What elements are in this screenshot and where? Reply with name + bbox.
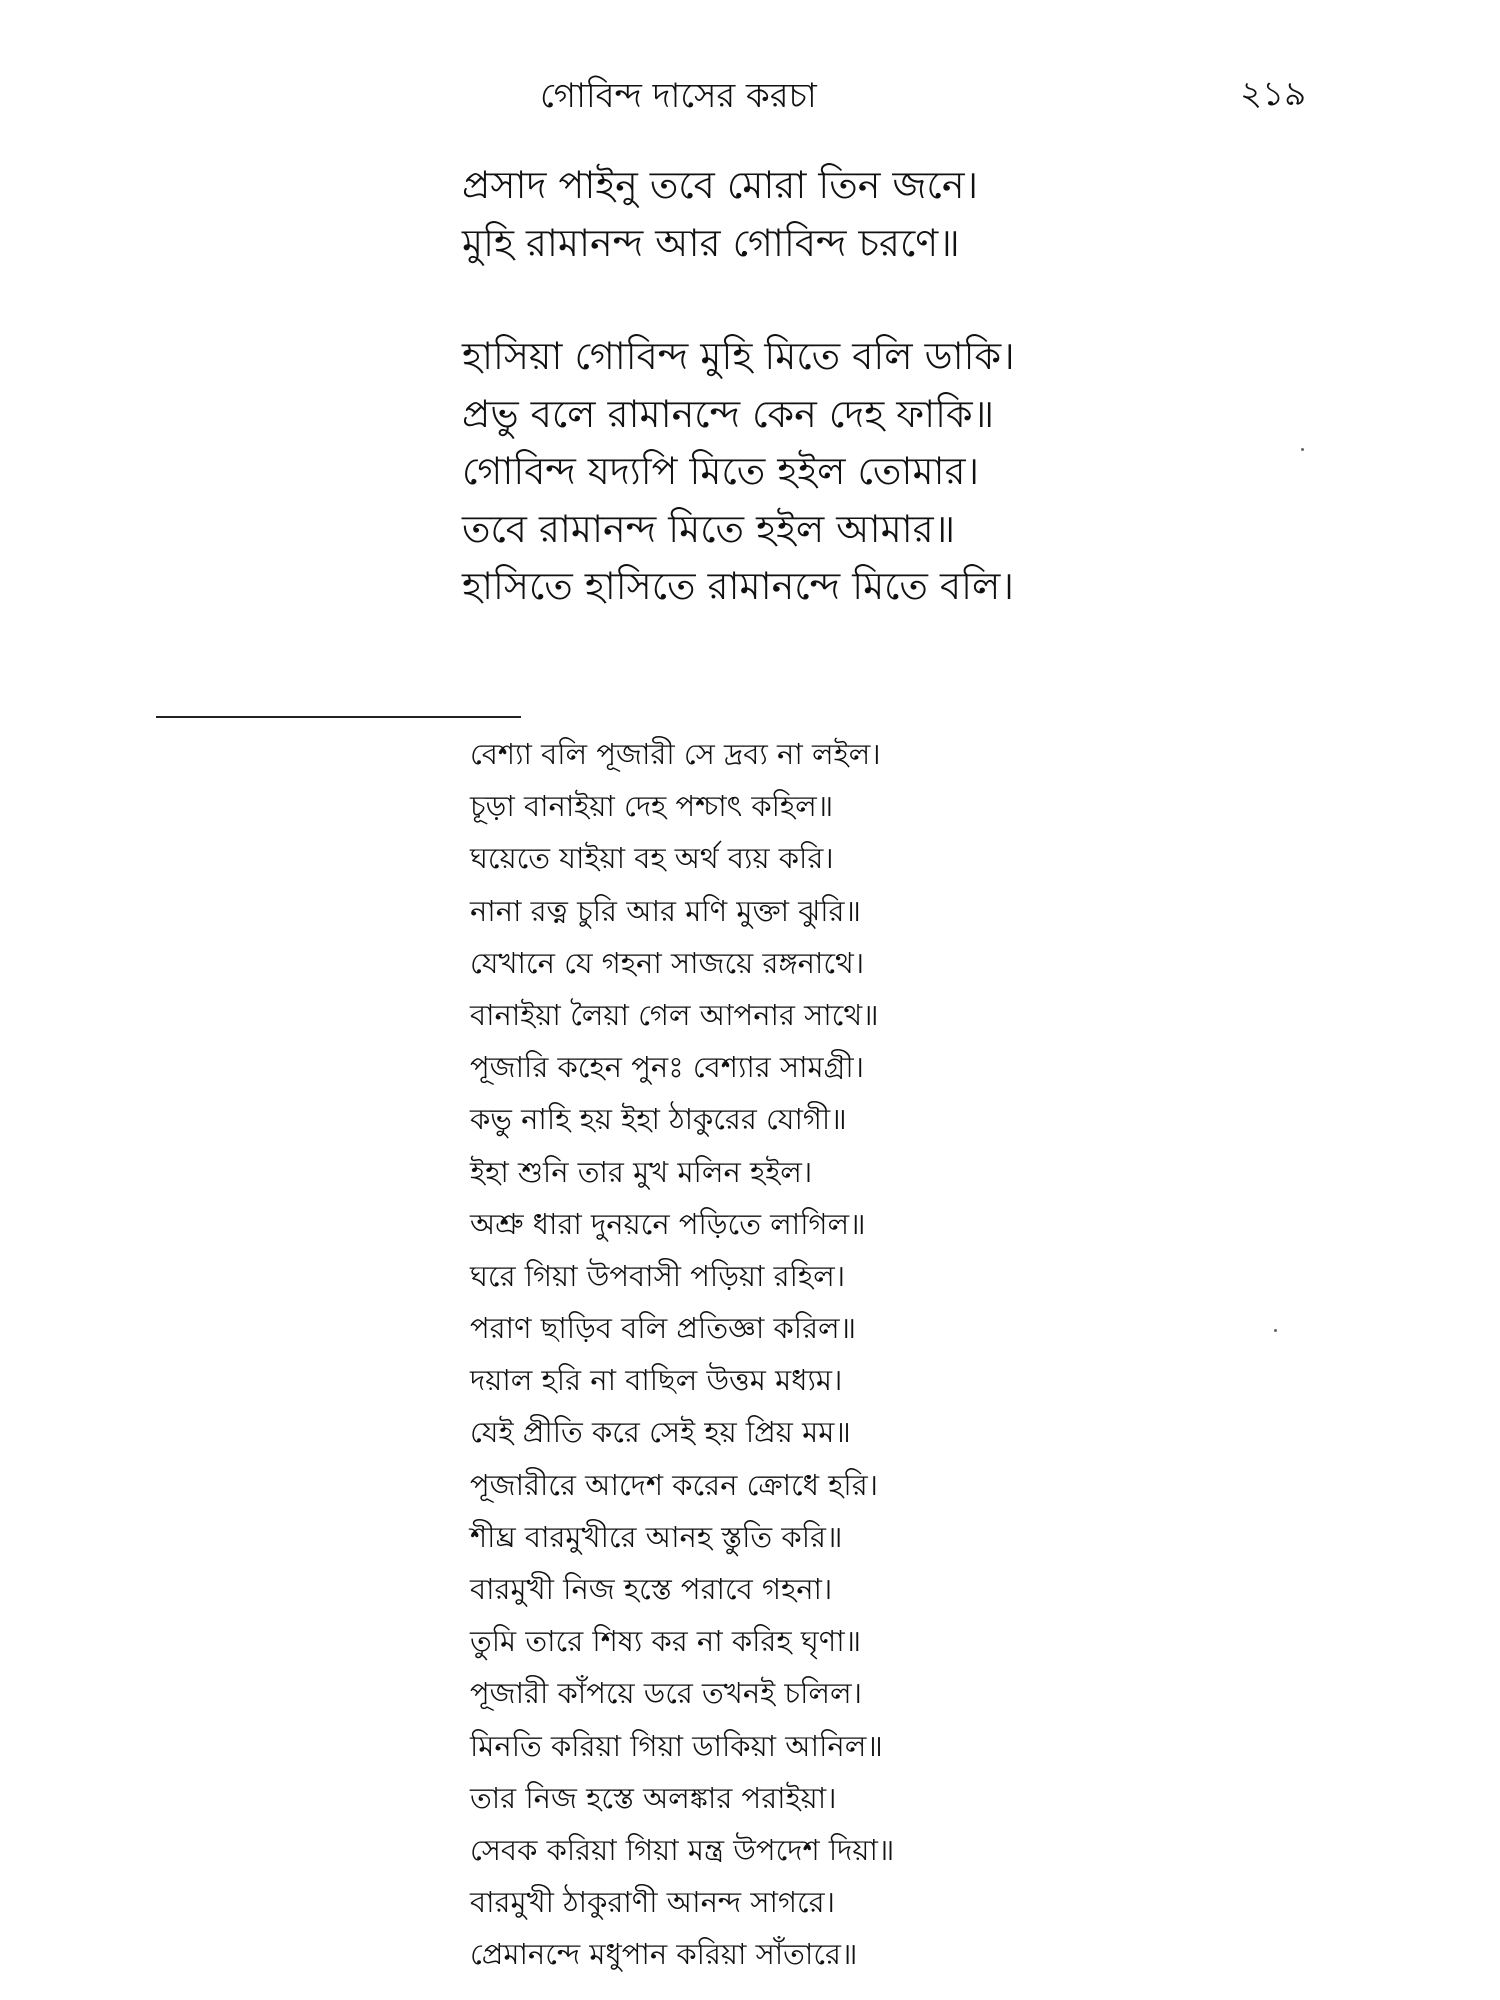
footnote-line: তুমি তারে শিষ্য কর না করিহ ঘৃণা॥ (470, 1624, 862, 1659)
footnote-line: দয়াল হরি না বাছিল উত্তম মধ্যম। (470, 1363, 843, 1398)
footnote-line: মিনতি করিয়া গিয়া ডাকিয়া আনিল॥ (470, 1728, 883, 1763)
footnote-line: নানা রত্ন চুরি আর মণি মুক্তা ঝুরি॥ (470, 893, 861, 928)
verse-line: তবে রামানন্দ মিতে হইল আমার॥ (462, 506, 956, 551)
footnote-line: বানাইয়া লৈয়া গেল আপনার সাথে॥ (470, 997, 879, 1032)
verse-line: গোবিন্দ যদ্যপি মিতে হইল তোমার। (462, 449, 980, 493)
footnote-line: চূড়া বানাইয়া দেহ পশ্চাৎ কহিল॥ (470, 789, 834, 824)
footnote-line: পরাণ ছাড়িব বলি প্রতিজ্ঞা করিল॥ (470, 1311, 857, 1346)
footnote-line: বেশ্যা বলি পূজারী সে দ্রব্য না লইল। (470, 737, 881, 771)
scan-speck (1301, 448, 1304, 451)
footnote-line: যেই প্রীতি করে সেই হয় প্রিয় মম॥ (470, 1415, 851, 1450)
footnote-line: ইহা শুনি তার মুখ মলিন হইল। (470, 1154, 813, 1189)
footnote-line: কভু নাহি হয় ইহা ঠাকুরের যোগী॥ (470, 1102, 847, 1137)
verse-line: মুহি রামানন্দ আর গোবিন্দ চরণে॥ (462, 220, 960, 265)
verse-line: হাসিতে হাসিতে রামানন্দে মিতে বলি। (462, 564, 1014, 608)
footnote-line: পূজারী কাঁপয়ে ডরে তখনই চলিল। (470, 1676, 862, 1711)
verse-line: হাসিয়া গোবিন্দ মুহি মিতে বলি ডাকি। (462, 334, 1015, 378)
footnote-line: শীঘ্র বারমুখীরে আনহ স্তুতি করি॥ (470, 1519, 843, 1554)
footnote-line: ঘয়েতে যাইয়া বহ অর্থ ব্যয় করি। (470, 841, 834, 876)
footnote-line: পূজারি কহেন পুনঃ বেশ্যার সামগ্রী। (470, 1050, 864, 1085)
footnote-line: অশ্রু ধারা দুনয়নে পড়িতে লাগিল॥ (470, 1206, 866, 1241)
page-number: ২১৯ (1240, 74, 1307, 114)
footnote-line: পূজারীরে আদেশ করেন ক্রোধে হরি। (470, 1467, 879, 1502)
running-title: গোবিন্দ দাসের করচা (540, 76, 817, 116)
verse-stanza-2 (462, 328, 1015, 616)
verse-stanza-1 (462, 157, 978, 272)
footnote-divider (156, 716, 521, 718)
footnote-block (470, 728, 894, 1981)
verse-line: প্রসাদ পাইনু তবে মোরা তিন জনে। (462, 163, 979, 207)
footnote-line: বারমুখী নিজ হস্তে পরাবে গহনা। (470, 1572, 833, 1606)
footnote-line: ঘরে গিয়া উপবাসী পড়িয়া রহিল। (470, 1258, 846, 1293)
scan-speck (1274, 1329, 1277, 1332)
footnote-line: প্রেমানন্দে মধুপান করিয়া সাঁতারে॥ (470, 1937, 858, 1972)
footnote-line: তার নিজ হস্তে অলঙ্কার পরাইয়া। (470, 1780, 837, 1815)
footnote-line: যেখানে যে গহনা সাজয়ে রঙ্গনাথে। (470, 945, 865, 980)
footnote-line: বারমুখী ঠাকুরাণী আনন্দ সাগরে। (470, 1885, 835, 1920)
verse-line: প্রভু বলে রামানন্দে কেন দেহ ফাকি॥ (462, 391, 995, 436)
footnote-line: সেবক করিয়া গিয়া মন্ত্র উপদেশ দিয়া॥ (470, 1832, 895, 1867)
